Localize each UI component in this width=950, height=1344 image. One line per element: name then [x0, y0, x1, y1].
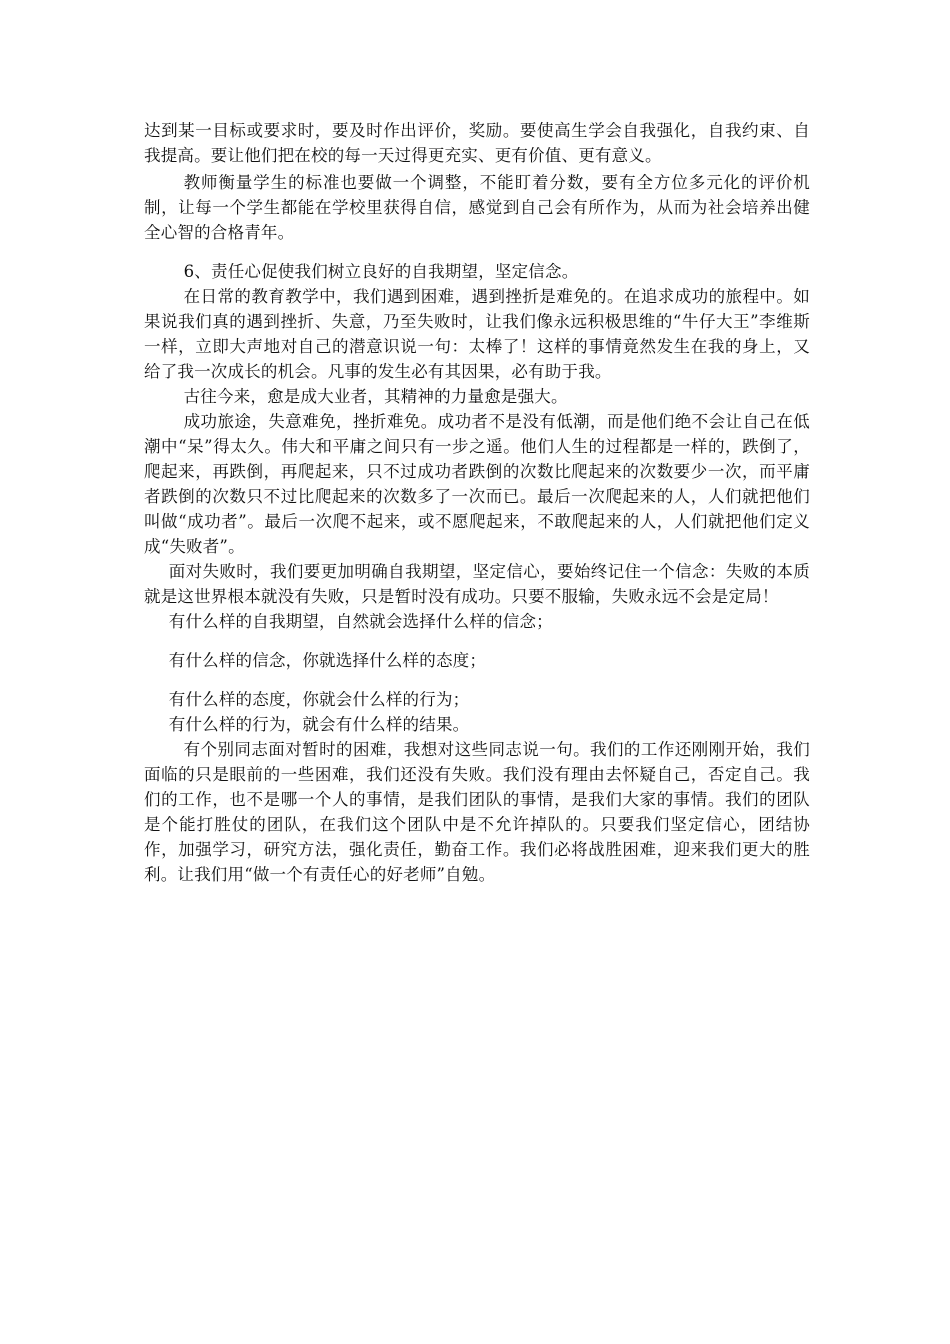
section-heading-6: 6、责任心促使我们树立良好的自我期望，坚定信念。 [183, 262, 579, 281]
line-attitude: 有什么样的态度，你就会什么样的行为； [168, 690, 470, 709]
line-behavior: 有什么样的行为，就会有什么样的结果。 [168, 715, 470, 734]
line-self-expectation: 有什么样的自我期望，自然就会选择什么样的信念； [168, 612, 553, 631]
document-body [144, 118, 810, 887]
paragraph-ancient-times: 古往今来，愈是成大业者，其精神的力量愈是强大。 [183, 387, 568, 406]
paragraph-facing-failure: 面对失败时，我们要更加明确自我期望，坚定信心，要始终记住一个信念：失败的本质就是这世界根本就没有失败，只是暂时没有成功。只要不服输，失败永远不会是定局！ [144, 562, 810, 606]
paragraph-daily-teaching: 在日常的教育教学中，我们遇到困难，遇到挫折是难免的。在追求成功的旅程中。如果说我们真的遇到挫折、失意，乃至失败时，让我们像永远积极思维的“牛仔大王”李维斯一样，立即大声地对自己的潜意识说一句：太棒了！这样的事情竟然发生在我的身上，又给了我一次成长的机会。凡事的发生必有其因果，必有助于我。 [144, 287, 810, 381]
line-belief: 有什么样的信念，你就选择什么样的态度； [168, 651, 487, 670]
paragraph-teacher-standard: 教师衡量学生的标准也要做一个调整，不能盯着分数，要有全方位多元化的评价机制，让每一个学生都能在学校里获得自信，感觉到自己会有所作为，从而为社会培养出健全心智的合格青年。 [144, 173, 810, 242]
paragraph-evaluation: 达到某一目标或要求时，要及时作出评价，奖励。要使高生学会自我强化，自我约束、自我提高。要让他们把在校的每一天过得更充实、更有价值、更有意义。 [144, 121, 810, 165]
paragraph-team-conclusion: 有个别同志面对暂时的困难，我想对这些同志说一句。我们的工作还刚刚开始，我们面临的只是眼前的一些困难，我们还没有失败。我们没有理由去怀疑自己，否定自己。我们的工作，也不是哪一个人的事情，是我们团队的事情，是我们大家的事情。我们的团队是个能打胜仗的团队，在我们这个团队中是不允许掉队的。只要我们坚定信心，团结协作，加强学习，研究方法，强化责任，勤奋工作。我们必将战胜困难，迎来我们更大的胜利。让我们用“做一个有责任心的好老师”自勉。 [144, 740, 810, 884]
paragraph-success-journey: 成功旅途，失意难免，挫折难免。成功者不是没有低潮，而是他们绝不会让自己在低潮中“呆”得太久。伟大和平庸之间只有一步之遥。他们人生的过程都是一样的，跌倒了，爬起来，再跌倒，再爬起来，只不过成功者跌倒的次数比爬起来的次数要少一次，而平庸者跌倒的次数只不过比爬起来的次数多了一次而已。最后一次爬起来的人，人们就把他们叫做“成功者”。最后一次爬不起来，或不愿爬起来，不敢爬起来的人，人们就把他们定义成“失败者”。 [144, 412, 810, 556]
